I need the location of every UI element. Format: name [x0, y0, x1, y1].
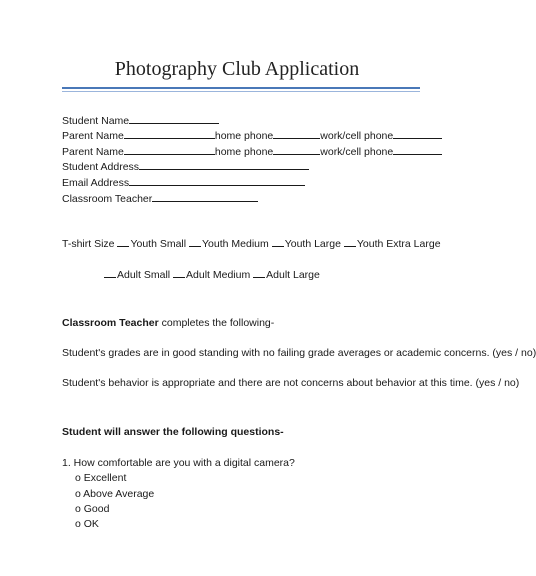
- option-above-average[interactable]: o Above Average: [75, 488, 155, 500]
- classroom-teacher-label: Classroom Teacher: [62, 193, 153, 205]
- title-rule-secondary: [62, 91, 420, 92]
- parent-name-field-2[interactable]: [124, 144, 215, 155]
- option-good[interactable]: o Good: [75, 503, 110, 515]
- youth-medium-blank[interactable]: [189, 236, 201, 247]
- adult-large-option: Adult Large: [266, 269, 320, 281]
- work-cell-phone-field[interactable]: [393, 128, 442, 139]
- parent-name-field[interactable]: [124, 128, 215, 139]
- student-address-label: Student Address: [62, 161, 140, 173]
- adult-large-blank[interactable]: [253, 267, 265, 278]
- student-name-row: [62, 113, 219, 128]
- classroom-teacher-field[interactable]: [152, 191, 258, 202]
- home-phone-label: home phone: [214, 130, 274, 142]
- youth-medium-option: Youth Medium: [202, 238, 269, 250]
- work-cell-phone-label: work/cell phone: [320, 130, 394, 142]
- option-ok[interactable]: o OK: [75, 518, 99, 530]
- adult-small-option: Adult Small: [117, 269, 171, 281]
- email-address-row: [62, 175, 305, 190]
- work-cell-phone-label-2: work/cell phone: [320, 146, 394, 158]
- student-section-heading: Student will answer the following questions-: [62, 426, 284, 438]
- work-cell-phone-field-2[interactable]: [393, 144, 442, 155]
- youth-large-blank[interactable]: [272, 236, 284, 247]
- tshirt-size-label: T-shirt Size: [62, 238, 115, 250]
- page-title: Photography Club Application: [114, 58, 360, 80]
- teacher-heading-rest: completes the following-: [158, 317, 275, 329]
- title-rule-primary: [62, 87, 420, 89]
- adult-medium-blank[interactable]: [173, 267, 185, 278]
- parent-name-row: [62, 128, 442, 143]
- adult-medium-option: Adult Medium: [186, 269, 251, 281]
- grades-statement: Student's grades are in good standing with no failing grade averages or academic concerns. (yes / no): [62, 347, 536, 359]
- student-address-field[interactable]: [139, 159, 309, 170]
- home-phone-field[interactable]: [273, 128, 320, 139]
- teacher-heading-bold: Classroom Teacher: [62, 317, 159, 329]
- option-excellent[interactable]: o Excellent: [75, 472, 127, 484]
- youth-xl-blank[interactable]: [344, 236, 356, 247]
- student-name-label: Student Name: [62, 115, 130, 127]
- student-name-field[interactable]: [129, 113, 219, 124]
- youth-small-option: Youth Small: [130, 238, 187, 250]
- parent-name-label-2: Parent Name: [62, 146, 124, 158]
- youth-large-option: Youth Large: [284, 238, 341, 250]
- behavior-statement: Student's behavior is appropriate and there are not concerns about behavior at this time. (yes / no): [62, 377, 520, 389]
- tshirt-youth-row: [62, 236, 441, 251]
- tshirt-adult-row: [104, 267, 320, 282]
- home-phone-label-2: home phone: [214, 146, 274, 158]
- adult-small-blank[interactable]: [104, 267, 116, 278]
- student-address-row: [62, 159, 309, 174]
- youth-small-blank[interactable]: [117, 236, 129, 247]
- parent-name-row-2: [62, 144, 442, 159]
- classroom-teacher-row: [62, 191, 258, 206]
- question-1: 1. How comfortable are you with a digital camera?: [62, 457, 295, 469]
- email-address-field[interactable]: [129, 175, 305, 186]
- email-address-label: Email Address: [62, 177, 130, 189]
- teacher-section-heading: [62, 316, 274, 330]
- parent-name-label: Parent Name: [62, 130, 124, 142]
- youth-xl-option: Youth Extra Large: [356, 238, 441, 250]
- home-phone-field-2[interactable]: [273, 144, 320, 155]
